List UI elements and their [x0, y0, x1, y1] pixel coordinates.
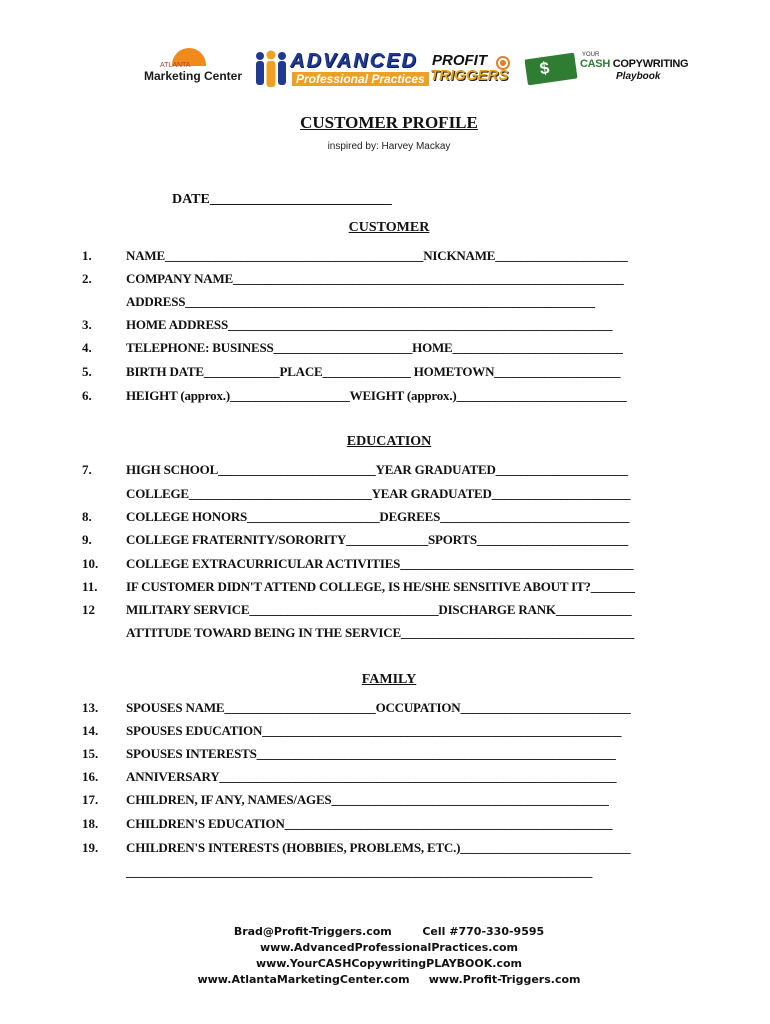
row-number: 8.: [82, 509, 92, 524]
footer-links-amc-pt[interactable]: www.AtlantaMarketingCenter.com www.Profit-Triggers.com: [197, 973, 581, 986]
row-field[interactable]: COMPANY NAME______________________________________________________________: [126, 271, 624, 286]
row-field[interactable]: __________________________________________________________________________: [126, 864, 593, 879]
page-subtitle: inspired by: Harvey Mackay: [327, 141, 451, 152]
form-row[interactable]: [0, 317, 770, 337]
row-field[interactable]: COLLEGE FRATERNITY/SORORITY_____________SPORTS________________________: [126, 532, 629, 547]
atlanta-marketing-center-logo: [142, 48, 242, 88]
row-field[interactable]: HIGH SCHOOL_________________________YEAR GRADUATED_____________________: [126, 462, 628, 477]
row-number: 11.: [82, 579, 98, 594]
row-number: 18.: [82, 816, 99, 831]
form-row[interactable]: [0, 723, 770, 743]
row-field[interactable]: ATTITUDE TOWARD BEING IN THE SERVICE_____________________________________: [126, 625, 635, 640]
row-field[interactable]: NAME_________________________________________NICKNAME_____________________: [126, 248, 628, 263]
row-field[interactable]: ANNIVERSARY_______________________________________________________________: [126, 769, 617, 784]
cash-logo-main: [580, 58, 688, 70]
form-row[interactable]: [0, 840, 770, 860]
row-field[interactable]: BIRTH DATE____________PLACE______________ HOMETOWN____________________: [126, 364, 621, 379]
form-row[interactable]: [0, 462, 770, 482]
dollar-sign-icon: $: [538, 58, 551, 79]
pt-logo-triggers: TRIGGERS: [430, 67, 509, 84]
row-number: 3.: [82, 317, 92, 332]
form-row[interactable]: [0, 579, 770, 599]
row-field[interactable]: SPOUSES INTERESTS_________________________________________________________: [126, 746, 616, 761]
form-row[interactable]: [0, 816, 770, 836]
row-number: 12: [82, 602, 95, 617]
page-title: CUSTOMER PROFILE: [300, 113, 478, 132]
row-field[interactable]: COLLEGE_____________________________YEAR GRADUATED______________________: [126, 486, 631, 501]
form-row[interactable]: [0, 388, 770, 408]
row-number: 2.: [82, 271, 92, 286]
date-field[interactable]: DATE__________________________: [172, 192, 392, 207]
row-field[interactable]: COLLEGE EXTRACURRICULAR ACTIVITIES_____________________________________: [126, 556, 634, 571]
row-field[interactable]: ADDRESS_________________________________________________________________: [126, 294, 595, 309]
row-number: 6.: [82, 388, 92, 403]
app-logo-professional-practices: Professional Practices: [292, 72, 429, 86]
row-field[interactable]: TELEPHONE: BUSINESS______________________HOME___________________________: [126, 340, 623, 355]
row-field[interactable]: HEIGHT (approx.)___________________WEIGHT (approx.)___________________________: [126, 388, 627, 403]
form-row[interactable]: [0, 556, 770, 576]
advanced-professional-practices-logo: [254, 46, 426, 90]
footer-link-playbook[interactable]: www.YourCASHCopywritingPLAYBOOK.com: [255, 957, 523, 970]
row-field[interactable]: HOME ADDRESS_____________________________________________________________: [126, 317, 613, 332]
form-row[interactable]: [0, 486, 770, 506]
form-row[interactable]: [0, 625, 770, 645]
profit-triggers-logo: [430, 52, 514, 88]
form-row[interactable]: [0, 746, 770, 766]
footer-contact-line: Brad@Profit-Triggers.com Cell #770-330-9595: [233, 925, 545, 938]
row-field[interactable]: COLLEGE HONORS_____________________DEGREES______________________________: [126, 509, 630, 524]
row-number: 16.: [82, 769, 99, 784]
row-number: 19.: [82, 840, 99, 855]
money-bill-icon: [524, 53, 577, 86]
form-row[interactable]: [0, 294, 770, 314]
row-number: 4.: [82, 340, 92, 355]
row-number: 13.: [82, 700, 99, 715]
form-row[interactable]: [0, 769, 770, 789]
row-field[interactable]: MILITARY SERVICE______________________________DISCHARGE RANK____________: [126, 602, 632, 617]
row-number: 1.: [82, 248, 92, 263]
section-family-heading: FAMILY: [361, 672, 417, 687]
row-number: 7.: [82, 462, 92, 477]
cash-logo-playbook: Playbook: [616, 71, 661, 82]
cash-copywriting-playbook-logo: [526, 50, 689, 88]
row-number: 9.: [82, 532, 92, 547]
row-field[interactable]: SPOUSES NAME________________________OCCUPATION___________________________: [126, 700, 631, 715]
row-field[interactable]: CHILDREN'S INTERESTS (HOBBIES, PROBLEMS, ETC.)___________________________: [126, 840, 631, 855]
cash-logo-copywriting: COPYWRITING: [612, 58, 689, 70]
footer-link-app[interactable]: www.AdvancedProfessionalPractices.com: [259, 941, 519, 954]
form-row[interactable]: [0, 700, 770, 720]
form-row[interactable]: [0, 602, 770, 622]
form-row[interactable]: [0, 532, 770, 552]
row-field[interactable]: CHILDREN, IF ANY, NAMES/AGES____________________________________________: [126, 792, 609, 807]
form-row[interactable]: [0, 509, 770, 529]
section-customer-heading: CUSTOMER: [348, 220, 430, 235]
row-number: 14.: [82, 723, 99, 738]
logo-bar: [0, 44, 770, 92]
row-number: 17.: [82, 792, 99, 807]
cash-logo-your: YOUR: [582, 52, 600, 58]
form-row[interactable]: [0, 792, 770, 812]
pt-logo-profit: PROFIT: [432, 52, 487, 69]
people-icon: [254, 50, 288, 88]
row-field[interactable]: SPOUSES EDUCATION_________________________________________________________: [126, 723, 622, 738]
section-education-heading: EDUCATION: [346, 434, 432, 449]
row-number: 10.: [82, 556, 99, 571]
amc-logo-atlanta: ATLANTA: [160, 62, 191, 69]
app-logo-advanced: ADVANCED: [290, 50, 418, 72]
form-row[interactable]: [0, 248, 770, 268]
cash-logo-cash: CASH: [580, 58, 613, 70]
form-row[interactable]: [0, 864, 770, 884]
amc-logo-name: Marketing Center: [144, 69, 243, 83]
row-field[interactable]: CHILDREN'S EDUCATION____________________________________________________: [126, 816, 613, 831]
form-row[interactable]: [0, 271, 770, 291]
row-number: 5.: [82, 364, 92, 379]
form-row[interactable]: [0, 340, 770, 360]
form-row[interactable]: [0, 364, 770, 384]
row-field[interactable]: IF CUSTOMER DIDN'T ATTEND COLLEGE, IS HE/SHE SENSITIVE ABOUT IT?_______: [126, 579, 635, 594]
row-number: 15.: [82, 746, 99, 761]
